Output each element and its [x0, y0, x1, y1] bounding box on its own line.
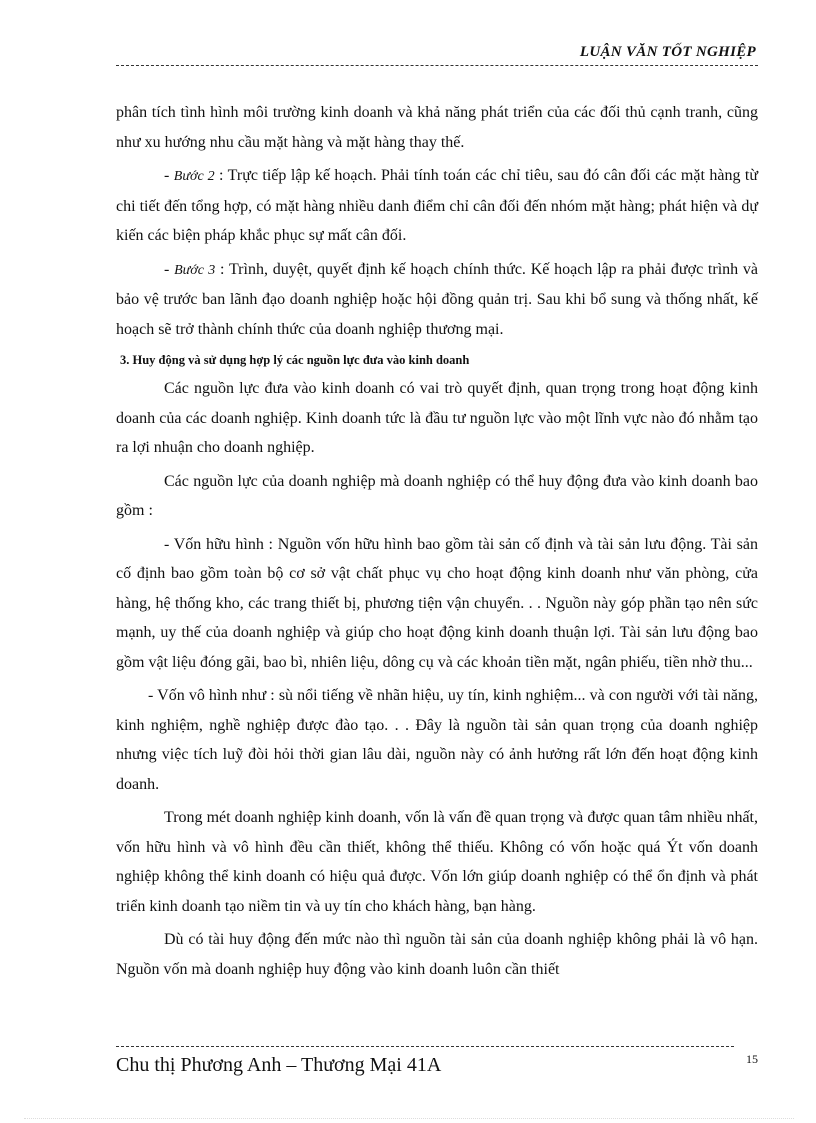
page-bottom-border [24, 1118, 794, 1119]
step-3-prefix: - [164, 260, 175, 278]
document-body [116, 98, 758, 988]
page-header [116, 44, 758, 66]
paragraph-tangible-capital: - Vốn hữu hình : Nguồn vốn hữu hình bao gồm tài sản cố định và tài sản lưu động. Tài sản cố định bao gồm toàn bộ cơ sở vật chất phục vụ cho hoạt động kinh doanh như văn phòng, cửa hàng, hệ thống kho, các trang thiết bị, phương tiện vận chuyển. . . Nguồn này góp phần tạo nên sức mạnh, uy thế của doanh nghiệp và giúp cho hoạt động kinh doanh thuận lợi. Tài sản lưu động bao gồm vật liệu đóng gãi, bao bì, nhiên liệu, dông cụ và các khoản tiền mặt, ngân phiếu, tiền nhờ thu... [116, 535, 758, 671]
paragraph-capital-importance: Trong mét doanh nghiệp kinh doanh, vốn là vấn đề quan trọng và được quan tâm nhiều nhất, vốn hữu hình và vô hình đều cần thiết, không thể thiếu. Không có vốn hoặc quá Ýt vốn doanh nghiệp không thể kinh doanh có hiệu quả được. Vốn lớn giúp doanh nghiệp có thể ổn định và phát triển kinh doanh tạo niềm tin và uy tín cho khách hàng, bạn hàng. [116, 809, 758, 915]
step-3-label: Bước 3 [174, 262, 216, 278]
step-3-paragraph [116, 255, 758, 345]
paragraph-intangible-capital: - Vốn vô hình như : sù nổi tiếng về nhãn hiệu, uy tín, kinh nghiệm... và con người với tài năng, kinh nghiệm, nghề nghiệp được đào tạo. . . Đây là nguồn tài sản quan trọng của doanh nghiệp nhưng việc tích luỹ đòi hỏi thời gian lâu dài, nguồn này có ảnh hưởng rất lớn đến hoạt động kinh doanh. [116, 687, 758, 793]
paragraph-resources-role: Các nguồn lực đưa vào kinh doanh có vai trò quyết định, quan trọng trong hoạt động kinh doanh của các doanh nghiệp. Kinh doanh tức là đầu tư nguồn lực vào một lĩnh vực nào đó nhằm tạo ra lợi nhuận cho doanh nghiệp. [116, 380, 758, 456]
step-3-text: : Trình, duyệt, quyết định kế hoạch chính thức. Kế hoạch lập ra phải được trình và bảo vệ trước ban lãnh đạo doanh nghiệp hoặc hội đồng quản trị. Sau khi bổ sung và thống nhất, kế hoạch sẽ trở thành chính thức của doanh nghiệp thương mại. [116, 260, 759, 338]
step-2-text: : Trực tiếp lập kế hoạch. Phải tính toán các chỉ tiêu, sau đó cân đối các mặt hàng từ chi tiết đến tổng hợp, có mặt hàng nhiều danh điểm chỉ cân đối đến nhóm mặt hàng; phát hiện và dự kiến các biện pháp khắc phục sự mất cân đối. [116, 167, 759, 244]
paragraph-resources-list-intro: Các nguồn lực của doanh nghiệp mà doanh nghiệp có thể huy động đưa vào kinh doanh bao gồm : [116, 472, 758, 519]
footer-divider [116, 1046, 734, 1047]
footer-author: Chu thị Phương Anh – Thương Mại 41A [116, 1054, 442, 1076]
header-title: LUẬN VĂN TỐT NGHIỆP [579, 44, 756, 60]
step-2-label: Bước 2 [173, 169, 215, 184]
page-number: 15 [746, 1052, 758, 1066]
header-divider [116, 65, 758, 66]
step-2-prefix: - [164, 167, 174, 184]
paragraph-continuation: phân tích tình hình môi trường kinh doanh và khả năng phát triển của các đối thủ cạnh tranh, cũng như xu hướng nhu cầu mặt hàng và mặt hàng thay thế. [116, 104, 758, 151]
paragraph-capital-limits: Dù có tài huy động đến mức nào thì nguồn tài sản của doanh nghiệp không phải là vô hạn. Nguồn vốn mà doanh nghiệp huy động vào kinh doanh luôn cần thiết [116, 931, 758, 978]
step-2-paragraph [116, 161, 758, 251]
page-footer [116, 1046, 758, 1076]
section-heading: 3. Huy động và sử dụng hợp lý các nguồn lực đưa vào kinh doanh [120, 353, 470, 367]
